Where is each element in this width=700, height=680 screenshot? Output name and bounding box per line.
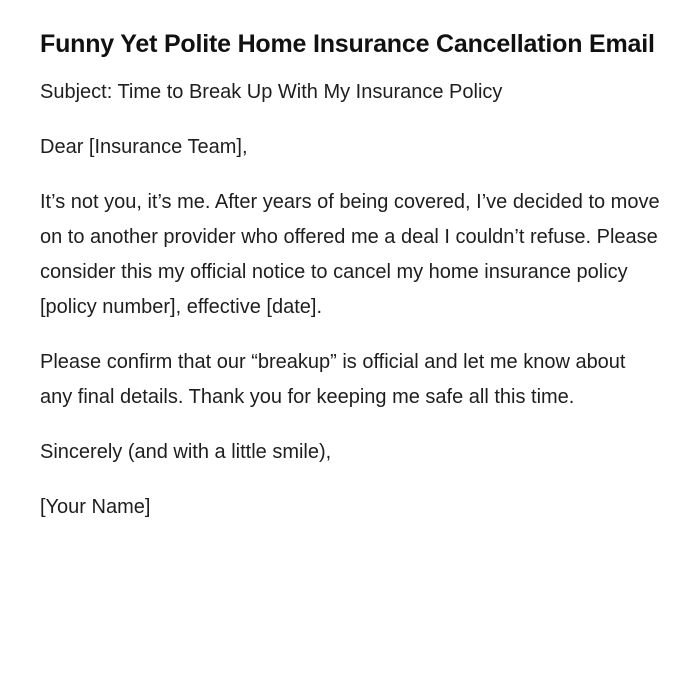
email-body-paragraph-1: It’s not you, it’s me. After years of being covered, I’ve decided to move on to another provider who offered me a deal I couldn’t refuse. Please consider this my official notice to cancel my home insurance policy [policy number], effective [date].: [40, 191, 660, 318]
email-body-paragraph-2: Please confirm that our “breakup” is official and let me know about any final details. Thank you for keeping me safe all this time.: [40, 351, 626, 408]
page-title: Funny Yet Polite Home Insurance Cancellation Email: [40, 30, 655, 58]
email-greeting: Dear [Insurance Team],: [40, 136, 248, 158]
email-signature: [Your Name]: [40, 496, 151, 518]
email-closing: Sincerely (and with a little smile),: [40, 441, 332, 463]
email-subject: Subject: Time to Break Up With My Insurance Policy: [40, 81, 503, 103]
